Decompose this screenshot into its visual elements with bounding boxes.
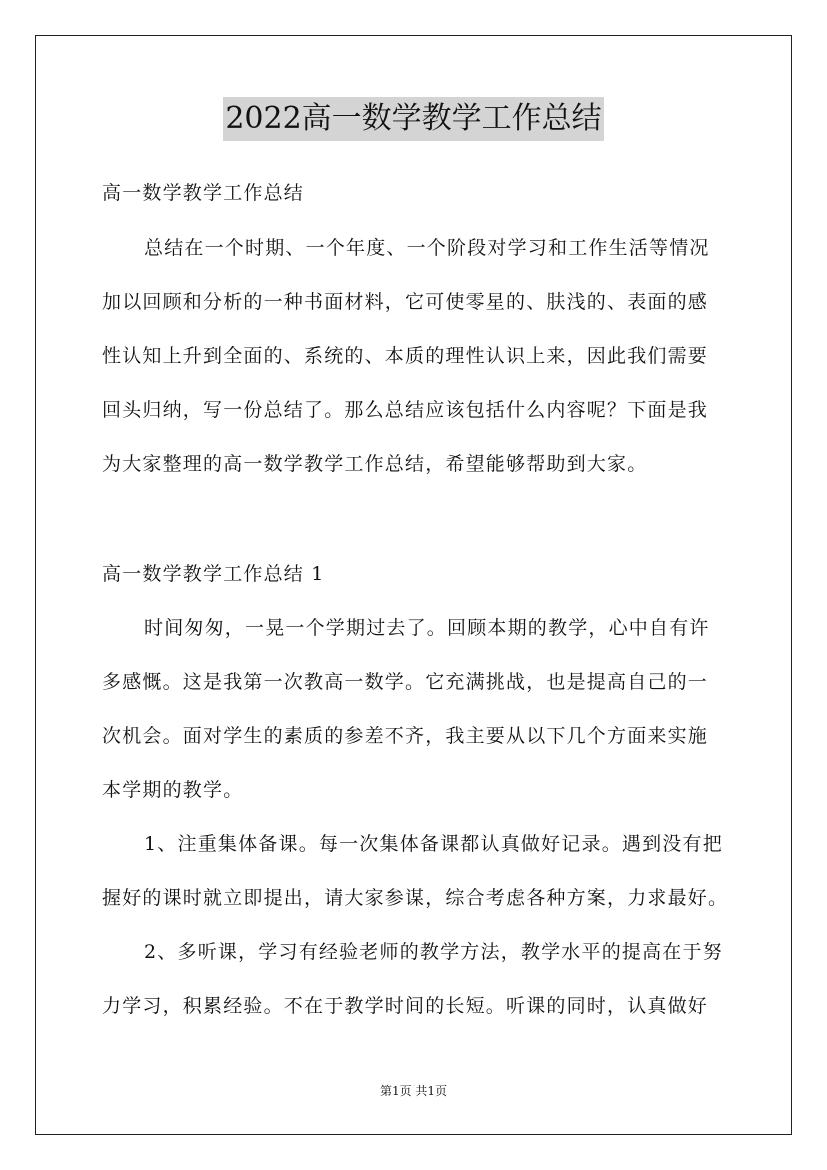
intro-line: 回头归纳，写一份总结了。那么总结应该包括什么内容呢？下面是我	[102, 399, 709, 421]
subtitle: 高一数学教学工作总结	[102, 182, 305, 204]
section-line: 次机会。面对学生的素质的参差不齐，我主要从以下几个方面来实施	[102, 725, 709, 747]
intro-line: 加以回顾和分析的一种书面材料，它可使零星的、肤浅的、表面的感	[102, 291, 709, 313]
intro-line: 总结在一个时期、一个年度、一个阶段对学习和工作生活等情况	[144, 237, 710, 259]
point-line: 力学习，积累经验。不在于教学时间的长短。听课的同时，认真做好	[102, 995, 709, 1017]
document-title: 2022高一数学教学工作总结	[223, 97, 603, 141]
section-line: 时间匆匆，一晃一个学期过去了。回顾本期的教学，心中自有许	[144, 617, 710, 639]
point-line: 握好的课时就立即提出，请大家参谋，综合考虑各种方案，力求最好。	[102, 887, 729, 909]
point-line: 1、注重集体备课。每一次集体备课都认真做好记录。遇到没有把	[144, 833, 723, 855]
intro-line: 性认知上升到全面的、系统的、本质的理性认识上来，因此我们需要	[102, 345, 709, 367]
point-line: 2、多听课，学习有经验老师的教学方法，教学水平的提高在于努	[144, 941, 723, 963]
section-heading: 高一数学教学工作总结 1	[102, 563, 325, 585]
page-number-footer: 第1页 共1页	[379, 1084, 448, 1098]
section-line: 多感慨。这是我第一次教高一数学。它充满挑战，也是提高自己的一	[102, 671, 709, 693]
intro-line: 为大家整理的高一数学教学工作总结，希望能够帮助到大家。	[102, 453, 648, 475]
title-container	[0, 97, 827, 141]
section-line: 本学期的教学。	[102, 779, 244, 801]
